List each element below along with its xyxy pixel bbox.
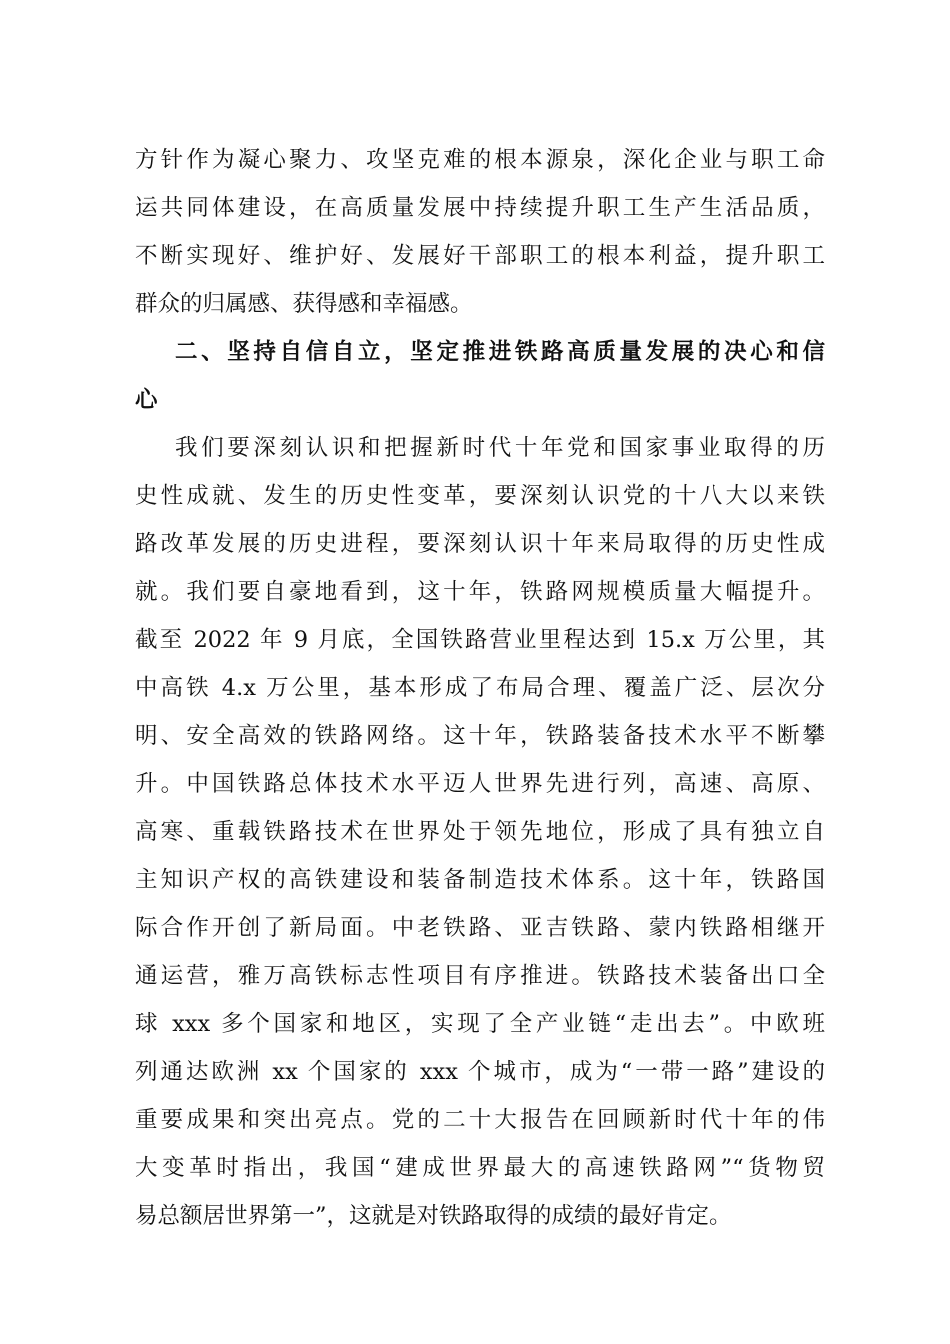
paragraph-main-line: 我们要深刻认识和把握新时代十年党和国家事业取得的历 — [175, 435, 825, 461]
paragraph-main-line: 通运营，雅万高铁标志性项目有序推进。铁路技术装备出口全 — [135, 963, 825, 989]
paragraph-main-line: 大变革时指出，我国“建成世界最大的高速铁路网”“货物贸 — [135, 1155, 825, 1181]
paragraph-intro-line: 群众的归属感、获得感和幸福感。 — [135, 291, 473, 317]
paragraph-main-line: 列通达欧洲 xx 个国家的 xxx 个城市，成为“一带一路”建设的 — [135, 1059, 825, 1085]
paragraph-main-line: 易总额居世界第一”，这就是对铁路取得的成绩的最好肯定。 — [135, 1203, 732, 1229]
paragraph-main-line: 就。我们要自豪地看到，这十年，铁路网规模质量大幅提升。 — [135, 579, 825, 605]
paragraph-main-line: 重要成果和突出亮点。党的二十大报告在回顾新时代十年的伟 — [135, 1107, 825, 1133]
paragraph-intro-line: 不断实现好、维护好、发展好干部职工的根本利益，提升职工 — [135, 243, 825, 269]
paragraph-main-line: 主知识产权的高铁建设和装备制造技术体系。这十年，铁路国 — [135, 867, 825, 893]
paragraph-main-line: 截至 2022 年 9 月底，全国铁路营业里程达到 15.x 万公里，其 — [135, 627, 825, 653]
paragraph-main-line: 史性成就、发生的历史性变革，要深刻认识党的十八大以来铁 — [135, 483, 825, 509]
paragraph-main-line: 际合作开创了新局面。中老铁路、亚吉铁路、蒙内铁路相继开 — [135, 915, 825, 941]
paragraph-main-line: 高寒、重载铁路技术在世界处于领先地位，形成了具有独立自 — [135, 819, 825, 845]
paragraph-main-line: 明、安全高效的铁路网络。这十年，铁路装备技术水平不断攀 — [135, 723, 825, 749]
paragraph-intro-line: 方针作为凝心聚力、攻坚克难的根本源泉，深化企业与职工命 — [135, 147, 825, 173]
paragraph-main-line: 路改革发展的历史进程，要深刻认识十年来局取得的历史性成 — [135, 531, 825, 557]
paragraph-intro-line: 运共同体建设，在高质量发展中持续提升职工生产生活品质， — [135, 195, 825, 221]
paragraph-main-line: 升。中国铁路总体技术水平迈人世界先进行列，高速、高原、 — [135, 771, 825, 797]
section-heading-line: 心 — [135, 387, 158, 413]
paragraph-main-line: 球 xxx 多个国家和地区，实现了全产业链“走出去”。中欧班 — [135, 1011, 825, 1037]
paragraph-main-line: 中高铁 4.x 万公里，基本形成了布局合理、覆盖广泛、层次分 — [135, 675, 825, 701]
section-heading-line: 二、坚持自信自立，坚定推进铁路高质量发展的决心和信 — [175, 339, 825, 365]
